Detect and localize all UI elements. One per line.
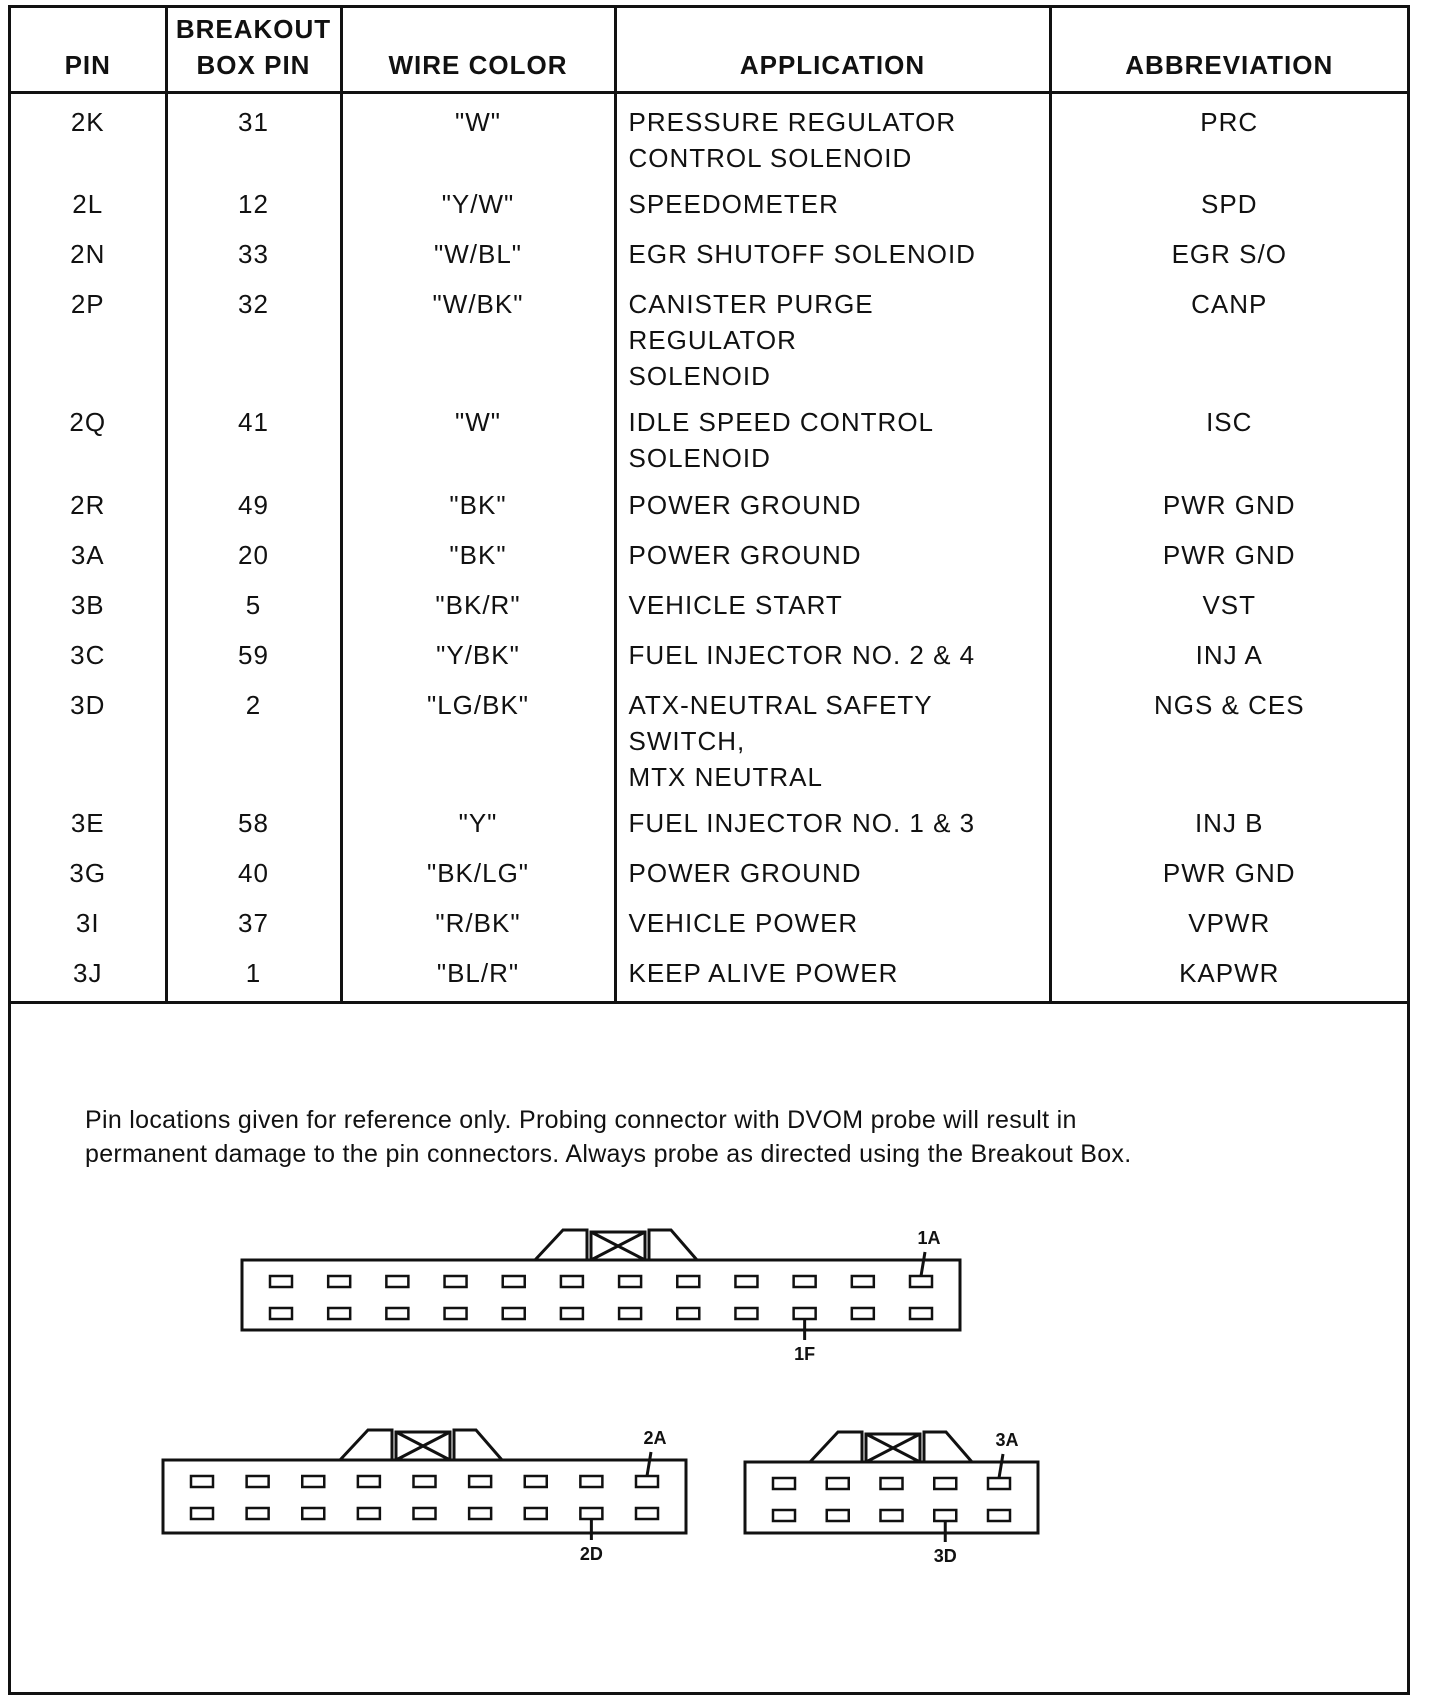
c2-pin bbox=[636, 1476, 658, 1487]
application-line: POWER GROUND bbox=[628, 489, 862, 520]
breakout-pin-cell: 31 bbox=[166, 92, 341, 176]
c3-pin bbox=[988, 1478, 1010, 1489]
c3-left-tab bbox=[810, 1432, 862, 1462]
breakout-pin-cell: 12 bbox=[166, 176, 341, 226]
application-line: SOLENOID bbox=[628, 442, 771, 473]
header-breakout-line2: BOX PIN bbox=[196, 49, 311, 80]
breakout-pin-cell: 40 bbox=[166, 845, 341, 895]
pin-cell: 3J bbox=[11, 945, 166, 1003]
pin-cell: 3D bbox=[11, 677, 166, 795]
c1-pin bbox=[445, 1276, 467, 1287]
c1-pin bbox=[735, 1308, 757, 1319]
c2-top-leader bbox=[647, 1452, 651, 1476]
c1-pin bbox=[270, 1308, 292, 1319]
c2-body bbox=[163, 1460, 686, 1533]
wire-color-cell: "W" bbox=[341, 92, 615, 176]
pin-cell: 2R bbox=[11, 477, 166, 527]
wire-color-cell: "Y/BK" bbox=[341, 627, 615, 677]
c1-pin bbox=[910, 1308, 932, 1319]
c1-right-tab bbox=[649, 1230, 697, 1260]
c1-top-leader bbox=[921, 1252, 925, 1276]
pin-cell: 3B bbox=[11, 577, 166, 627]
c2-pin bbox=[191, 1508, 213, 1519]
application-line: POWER GROUND bbox=[628, 857, 862, 888]
breakout-pin-cell: 5 bbox=[166, 577, 341, 627]
application-line: SPEEDOMETER bbox=[628, 188, 839, 219]
c1-pin bbox=[561, 1276, 583, 1287]
wire-color-cell: "Y/W" bbox=[341, 176, 615, 226]
c2-pin bbox=[414, 1476, 436, 1487]
abbreviation-cell: VPWR bbox=[1188, 907, 1271, 938]
c3-body bbox=[745, 1462, 1038, 1533]
application-line: ATX-NEUTRAL SAFETY SWITCH, bbox=[628, 689, 933, 756]
abbreviation-cell: VST bbox=[1202, 589, 1257, 620]
breakout-pin-cell: 32 bbox=[166, 276, 341, 394]
c1-pin bbox=[561, 1308, 583, 1319]
c3-pin bbox=[827, 1478, 849, 1489]
c2-pin bbox=[302, 1508, 324, 1519]
breakout-pin-cell: 41 bbox=[166, 394, 341, 477]
abbreviation-cell: KAPWR bbox=[1179, 957, 1280, 988]
c1-pin bbox=[328, 1276, 350, 1287]
c2-pin bbox=[414, 1508, 436, 1519]
breakout-pin-cell: 2 bbox=[166, 677, 341, 795]
c1-pin bbox=[445, 1308, 467, 1319]
abbreviation-cell: ISC bbox=[1206, 406, 1253, 437]
application-line: IDLE SPEED CONTROL bbox=[628, 406, 935, 437]
c2-left-tab bbox=[340, 1430, 392, 1460]
header-pin: PIN bbox=[11, 8, 166, 92]
wire-color-cell: "LG/BK" bbox=[341, 677, 615, 795]
pin-cell: 2N bbox=[11, 226, 166, 276]
abbreviation-cell: NGS & CES bbox=[1153, 689, 1305, 720]
wire-color-cell: "BK" bbox=[341, 477, 615, 527]
pin-cell: 3E bbox=[11, 795, 166, 845]
pin-cell: 2K bbox=[11, 92, 166, 176]
application-line: KEEP ALIVE POWER bbox=[628, 957, 899, 988]
c2-pin bbox=[525, 1508, 547, 1519]
c1-pin bbox=[735, 1276, 757, 1287]
application-line: FUEL INJECTOR NO. 2 & 4 bbox=[628, 639, 976, 670]
wire-color-cell: "BK/LG" bbox=[341, 845, 615, 895]
c3-pin bbox=[773, 1510, 795, 1521]
application-line: CONTROL SOLENOID bbox=[628, 142, 913, 173]
c1-pin bbox=[503, 1276, 525, 1287]
breakout-pin-cell: 1 bbox=[166, 945, 341, 1003]
pin-cell: 3C bbox=[11, 627, 166, 677]
c2-pin bbox=[469, 1508, 491, 1519]
c2-pin bbox=[358, 1476, 380, 1487]
pin-cell: 2P bbox=[11, 276, 166, 394]
application-line: POWER GROUND bbox=[628, 539, 862, 570]
c1-pin bbox=[503, 1308, 525, 1319]
c1-pin bbox=[677, 1308, 699, 1319]
abbreviation-cell: EGR S/O bbox=[1171, 238, 1287, 269]
wire-color-cell: "Y" bbox=[341, 795, 615, 845]
application-line: SOLENOID bbox=[628, 360, 771, 391]
c3-right-tab bbox=[924, 1432, 972, 1462]
abbreviation-cell: PWR GND bbox=[1162, 489, 1296, 520]
pin-cell: 2L bbox=[11, 176, 166, 226]
breakout-pin-cell: 33 bbox=[166, 226, 341, 276]
application-line: EGR SHUTOFF SOLENOID bbox=[628, 238, 976, 269]
c2-right-tab bbox=[454, 1430, 502, 1460]
c3-pin bbox=[934, 1478, 956, 1489]
c1-pin bbox=[386, 1308, 408, 1319]
wire-color-cell: "BK" bbox=[341, 527, 615, 577]
c3-pin bbox=[827, 1510, 849, 1521]
c1-pin bbox=[852, 1308, 874, 1319]
c2-pin bbox=[191, 1476, 213, 1487]
c3-pin bbox=[773, 1478, 795, 1489]
application-line: VEHICLE START bbox=[628, 589, 843, 620]
c1-pin bbox=[619, 1276, 641, 1287]
c1-pin bbox=[677, 1276, 699, 1287]
c1-pin bbox=[619, 1308, 641, 1319]
c2-bottom-label: 2D bbox=[579, 1544, 603, 1564]
wire-color-cell: "W" bbox=[341, 394, 615, 477]
abbreviation-cell: CANP bbox=[1191, 288, 1268, 319]
note-line-1: Pin locations given for reference only. Probing connector with DVOM probe will result in bbox=[85, 1106, 1077, 1134]
c2-latch-cross bbox=[396, 1432, 450, 1460]
c2-pin bbox=[358, 1508, 380, 1519]
wire-color-cell: "BL/R" bbox=[341, 945, 615, 1003]
application-line: CANISTER PURGE REGULATOR bbox=[628, 288, 874, 355]
wire-color-cell: "BK/R" bbox=[341, 577, 615, 627]
c3-bottom-label: 3D bbox=[933, 1546, 957, 1566]
wire-color-cell: "W/BK" bbox=[341, 276, 615, 394]
breakout-pin-cell: 20 bbox=[166, 527, 341, 577]
c2-pin bbox=[469, 1476, 491, 1487]
wire-color-cell: "R/BK" bbox=[341, 895, 615, 945]
c1-left-tab bbox=[535, 1230, 587, 1260]
c3-pin bbox=[988, 1510, 1010, 1521]
pin-cell: 3A bbox=[11, 527, 166, 577]
application-line: FUEL INJECTOR NO. 1 & 3 bbox=[628, 807, 976, 838]
c1-pin bbox=[386, 1276, 408, 1287]
c1-pin bbox=[794, 1276, 816, 1287]
c2-pin bbox=[302, 1476, 324, 1487]
c1-latch-cross bbox=[591, 1232, 645, 1260]
breakout-pin-cell: 37 bbox=[166, 895, 341, 945]
application-line: VEHICLE POWER bbox=[628, 907, 859, 938]
c2-pin bbox=[247, 1476, 269, 1487]
breakout-pin-cell: 49 bbox=[166, 477, 341, 527]
header-application: APPLICATION bbox=[615, 8, 1050, 92]
c1-bottom-label: 1F bbox=[794, 1344, 816, 1364]
c3-top-leader bbox=[999, 1454, 1003, 1478]
pin-cell: 3I bbox=[11, 895, 166, 945]
application-line: PRESSURE REGULATOR bbox=[628, 106, 957, 137]
c1-pin bbox=[910, 1276, 932, 1287]
c2-top-label: 2A bbox=[643, 1428, 667, 1448]
abbreviation-cell: INJ B bbox=[1194, 807, 1264, 838]
c1-pin bbox=[270, 1276, 292, 1287]
abbreviation-cell: PWR GND bbox=[1162, 539, 1296, 570]
application-line: MTX NEUTRAL bbox=[628, 761, 823, 792]
c3-pin bbox=[934, 1510, 956, 1521]
note-line-2: permanent damage to the pin connectors. Always probe as directed using the Breakout Box. bbox=[85, 1140, 1132, 1168]
c3-pin bbox=[881, 1478, 903, 1489]
abbreviation-cell: PRC bbox=[1200, 106, 1259, 137]
pin-cell: 2Q bbox=[11, 394, 166, 477]
abbreviation-cell: INJ A bbox=[1195, 639, 1263, 670]
c3-pin bbox=[881, 1510, 903, 1521]
c2-pin bbox=[636, 1508, 658, 1519]
c2-pin bbox=[580, 1476, 602, 1487]
c3-top-label: 3A bbox=[995, 1430, 1019, 1450]
header-wire-color: WIRE COLOR bbox=[341, 8, 615, 92]
c1-pin bbox=[328, 1308, 350, 1319]
header-abbreviation: ABBREVIATION bbox=[1050, 8, 1407, 92]
c2-pin bbox=[247, 1508, 269, 1519]
header-breakout-line1: BREAKOUT bbox=[175, 13, 332, 44]
abbreviation-cell: PWR GND bbox=[1162, 857, 1296, 888]
c1-pin bbox=[852, 1276, 874, 1287]
c2-pin bbox=[525, 1476, 547, 1487]
pin-cell: 3G bbox=[11, 845, 166, 895]
c3-latch-cross bbox=[866, 1434, 920, 1462]
c1-top-label: 1A bbox=[917, 1228, 941, 1248]
c2-pin bbox=[580, 1508, 602, 1519]
wire-color-cell: "W/BL" bbox=[341, 226, 615, 276]
c1-pin bbox=[794, 1308, 816, 1319]
breakout-pin-cell: 58 bbox=[166, 795, 341, 845]
breakout-pin-cell: 59 bbox=[166, 627, 341, 677]
abbreviation-cell: SPD bbox=[1201, 188, 1258, 219]
